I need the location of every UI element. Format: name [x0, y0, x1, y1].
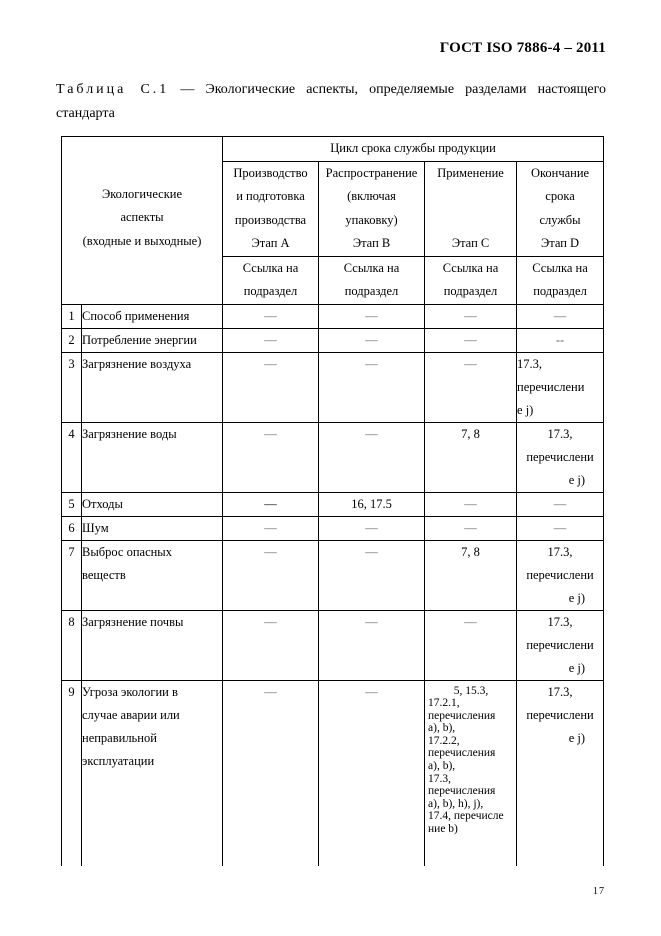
row-number: 5 [62, 492, 82, 516]
row-number: 3 [62, 352, 82, 422]
stage-a-cell: — [223, 328, 319, 352]
table-row [62, 422, 604, 492]
stage-d-cell: 17.3, перечислени е j) [517, 540, 604, 610]
stage-c-cell: — [425, 304, 517, 328]
stage-a-cell: — [223, 680, 319, 866]
stage-b-ref: Ссылка на подраздел [319, 256, 425, 304]
aspect-header-line: Экологические [101, 186, 183, 201]
stage-a-ref: Ссылка на подраздел [223, 256, 319, 304]
row-number: 8 [62, 610, 82, 680]
stage-b-cell: — [319, 540, 425, 610]
stage-b-cell: — [319, 516, 425, 540]
table-row [62, 516, 604, 540]
row-number: 9 [62, 680, 82, 866]
stage-d-cell: -- [517, 328, 604, 352]
aspect-name: Отходы [82, 492, 223, 516]
stage-a-cell: — [223, 422, 319, 492]
table-row [62, 492, 604, 516]
stage-b-cell: 16, 17.5 [319, 492, 425, 516]
stage-d-ref: Ссылка на подраздел [517, 256, 604, 304]
caption-lead: Таблица С.1 [56, 82, 170, 97]
row-number: 4 [62, 422, 82, 492]
stage-a-cell: — [223, 540, 319, 610]
stage-a-cell: — [223, 352, 319, 422]
row-number: 7 [62, 540, 82, 610]
stage-c-header: Применение Этап С [425, 161, 517, 256]
aspect-name: Шум [82, 516, 223, 540]
stage-c-cell: 7, 8 [425, 540, 517, 610]
aspect-name: Загрязнение воздуха [82, 352, 223, 422]
table-row [62, 540, 604, 610]
table-caption [56, 78, 606, 126]
stage-d-cell: — [517, 492, 604, 516]
stage-c-cell: 5, 15.3, 17.2.1, перечисления а), b), 17.2.2, перечисления а), b), 17.3, перечисления а), b), h), j), 17.4, перечисле ние b) [425, 680, 517, 866]
row-number: 2 [62, 328, 82, 352]
stage-a-cell: — [223, 610, 319, 680]
stage-d-cell: 17.3, перечислени е j) [517, 610, 604, 680]
stage-c-cell: — [425, 516, 517, 540]
row-number: 1 [62, 304, 82, 328]
stage-d-cell: 17.3, перечислени е j) [517, 422, 604, 492]
stage-b-cell: — [319, 422, 425, 492]
aspect-name: Способ применения [82, 304, 223, 328]
caption-text: — Экологические аспекты, определяемые разделами настоящего стандарта [56, 82, 606, 121]
stage-c-cell: — [425, 492, 517, 516]
stage-a-cell: — [223, 304, 319, 328]
ecological-aspects-table [61, 136, 604, 866]
stage-a-cell: — [223, 516, 319, 540]
stage-d-cell: 17.3, перечислени е j) [517, 680, 604, 866]
stage-c-cell: — [425, 610, 517, 680]
table-row [62, 610, 604, 680]
stage-d-cell: 17.3, перечислени е j) [517, 352, 604, 422]
table-row [62, 352, 604, 422]
standard-header: ГОСТ ISO 7886-4 – 2011 [439, 40, 606, 56]
stage-b-cell: — [319, 304, 425, 328]
aspect-header-line: аспекты [120, 210, 164, 225]
aspect-name: Угроза экологии в случае аварии или неправильной эксплуатации [82, 680, 223, 866]
stage-c-ref: Ссылка на подраздел [425, 256, 517, 304]
stage-b-cell: — [319, 680, 425, 866]
stage-b-cell: — [319, 610, 425, 680]
stage-b-cell: — [319, 328, 425, 352]
stage-b-cell: — [319, 352, 425, 422]
aspect-column-header [62, 137, 223, 305]
table-row [62, 328, 604, 352]
stage-d-cell: — [517, 516, 604, 540]
aspect-name: Загрязнение почвы [82, 610, 223, 680]
stage-c-cell: — [425, 328, 517, 352]
table-row [62, 680, 604, 866]
aspect-name: Потребление энергии [82, 328, 223, 352]
table-row [62, 304, 604, 328]
stage-d-header: Окончание срока службы Этап D [517, 161, 604, 256]
row-number: 6 [62, 516, 82, 540]
stage-c-cell: 7, 8 [425, 422, 517, 492]
aspect-header-line: (входные и выходные) [82, 233, 202, 248]
stage-d-cell: — [517, 304, 604, 328]
header-row-lifecycle [62, 137, 604, 162]
aspect-name: Загрязнение воды [82, 422, 223, 492]
stage-b-header: Распространение (включая упаковку) Этап В [319, 161, 425, 256]
page-number: 17 [593, 886, 605, 897]
stage-c-cell: — [425, 352, 517, 422]
stage-a-header: Производство и подготовка производства Этап А [223, 161, 319, 256]
stage-a-cell: — [223, 492, 319, 516]
aspect-name: Выброс опасных веществ [82, 540, 223, 610]
lifecycle-header: Цикл срока службы продукции [223, 137, 604, 162]
